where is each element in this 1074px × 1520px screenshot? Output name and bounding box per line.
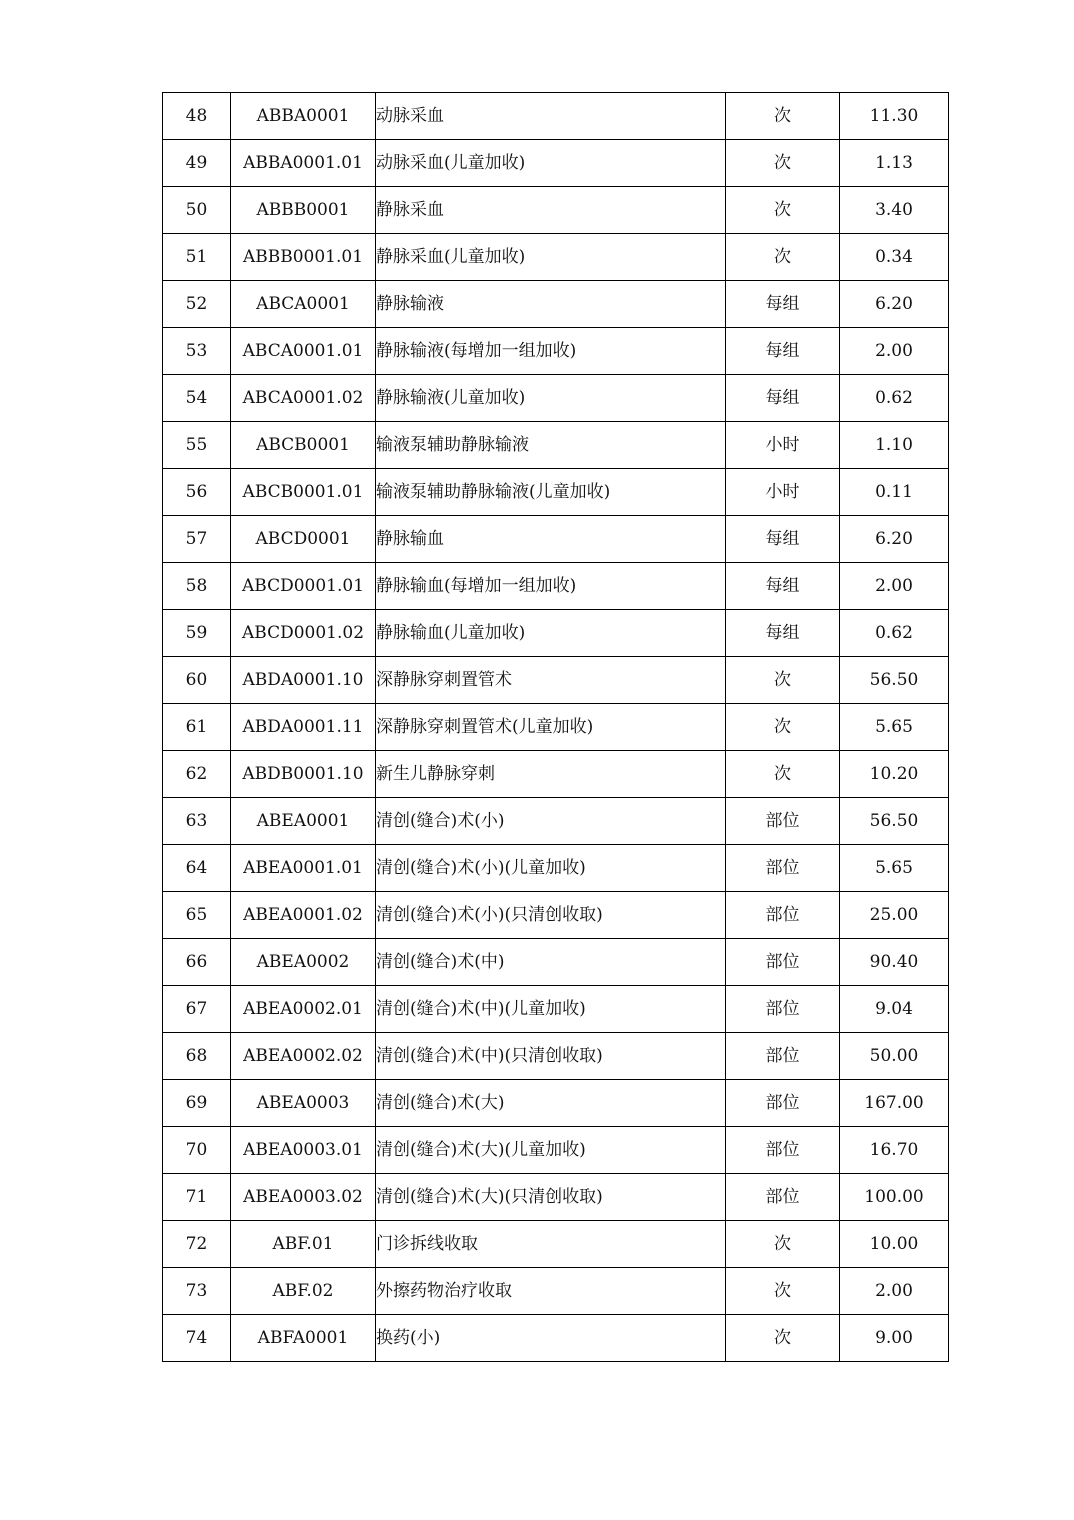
- item-code-cell: ABEA0001.02: [231, 892, 376, 939]
- row-number-cell: 68: [163, 1033, 231, 1080]
- unit-cell: 小时: [726, 422, 840, 469]
- item-name-cell: 外擦药物治疗收取: [376, 1268, 726, 1315]
- table-row: [163, 328, 949, 375]
- item-code-cell: ABCD0001: [231, 516, 376, 563]
- table-row: [163, 422, 949, 469]
- item-code-cell: ABEA0002.01: [231, 986, 376, 1033]
- price-cell: 5.65: [840, 704, 949, 751]
- row-number-cell: 51: [163, 234, 231, 281]
- item-code-cell: ABCA0001.01: [231, 328, 376, 375]
- item-name-cell: 清创(缝合)术(大)(只清创收取): [376, 1174, 726, 1221]
- price-cell: 9.04: [840, 986, 949, 1033]
- table-row: [163, 93, 949, 140]
- item-code-cell: ABCA0001: [231, 281, 376, 328]
- price-cell: 3.40: [840, 187, 949, 234]
- unit-cell: 部位: [726, 986, 840, 1033]
- price-cell: 2.00: [840, 563, 949, 610]
- unit-cell: 次: [726, 1315, 840, 1362]
- unit-cell: 部位: [726, 1127, 840, 1174]
- item-name-cell: 输液泵辅助静脉输液: [376, 422, 726, 469]
- unit-cell: 部位: [726, 798, 840, 845]
- table-row: [163, 798, 949, 845]
- row-number-cell: 61: [163, 704, 231, 751]
- price-cell: 5.65: [840, 845, 949, 892]
- price-cell: 0.11: [840, 469, 949, 516]
- table-row: [163, 375, 949, 422]
- price-cell: 6.20: [840, 281, 949, 328]
- unit-cell: 部位: [726, 1174, 840, 1221]
- price-cell: 16.70: [840, 1127, 949, 1174]
- item-code-cell: ABEA0001: [231, 798, 376, 845]
- table-row: [163, 751, 949, 798]
- item-name-cell: 清创(缝合)术(中): [376, 939, 726, 986]
- price-cell: 2.00: [840, 328, 949, 375]
- item-name-cell: 清创(缝合)术(大)(儿童加收): [376, 1127, 726, 1174]
- item-name-cell: 动脉采血: [376, 93, 726, 140]
- unit-cell: 次: [726, 187, 840, 234]
- item-code-cell: ABCB0001: [231, 422, 376, 469]
- table-row: [163, 469, 949, 516]
- item-code-cell: ABDA0001.10: [231, 657, 376, 704]
- price-cell: 10.20: [840, 751, 949, 798]
- item-name-cell: 清创(缝合)术(小): [376, 798, 726, 845]
- price-cell: 56.50: [840, 798, 949, 845]
- row-number-cell: 52: [163, 281, 231, 328]
- unit-cell: 小时: [726, 469, 840, 516]
- table-row: [163, 516, 949, 563]
- unit-cell: 次: [726, 234, 840, 281]
- unit-cell: 次: [726, 1221, 840, 1268]
- row-number-cell: 70: [163, 1127, 231, 1174]
- price-cell: 25.00: [840, 892, 949, 939]
- price-cell: 90.40: [840, 939, 949, 986]
- table-row: [163, 939, 949, 986]
- item-code-cell: ABCB0001.01: [231, 469, 376, 516]
- price-cell: 100.00: [840, 1174, 949, 1221]
- row-number-cell: 49: [163, 140, 231, 187]
- table-row: [163, 1315, 949, 1362]
- item-code-cell: ABBB0001: [231, 187, 376, 234]
- unit-cell: 次: [726, 93, 840, 140]
- row-number-cell: 67: [163, 986, 231, 1033]
- item-name-cell: 动脉采血(儿童加收): [376, 140, 726, 187]
- item-name-cell: 静脉输血: [376, 516, 726, 563]
- unit-cell: 部位: [726, 845, 840, 892]
- table-row: [163, 1221, 949, 1268]
- item-name-cell: 门诊拆线收取: [376, 1221, 726, 1268]
- price-cell: 0.34: [840, 234, 949, 281]
- item-code-cell: ABFA0001: [231, 1315, 376, 1362]
- row-number-cell: 71: [163, 1174, 231, 1221]
- unit-cell: 每组: [726, 516, 840, 563]
- row-number-cell: 60: [163, 657, 231, 704]
- price-cell: 50.00: [840, 1033, 949, 1080]
- unit-cell: 次: [726, 657, 840, 704]
- unit-cell: 每组: [726, 328, 840, 375]
- row-number-cell: 48: [163, 93, 231, 140]
- table-body: [163, 93, 949, 1362]
- table-row: [163, 1268, 949, 1315]
- row-number-cell: 69: [163, 1080, 231, 1127]
- item-name-cell: 清创(缝合)术(小)(只清创收取): [376, 892, 726, 939]
- item-name-cell: 输液泵辅助静脉输液(儿童加收): [376, 469, 726, 516]
- item-name-cell: 静脉采血: [376, 187, 726, 234]
- item-name-cell: 深静脉穿刺置管术: [376, 657, 726, 704]
- table-row: [163, 187, 949, 234]
- item-code-cell: ABF.02: [231, 1268, 376, 1315]
- item-code-cell: ABEA0001.01: [231, 845, 376, 892]
- item-code-cell: ABBA0001.01: [231, 140, 376, 187]
- item-code-cell: ABDB0001.10: [231, 751, 376, 798]
- table-row: [163, 1080, 949, 1127]
- row-number-cell: 50: [163, 187, 231, 234]
- price-cell: 1.10: [840, 422, 949, 469]
- item-name-cell: 清创(缝合)术(中)(只清创收取): [376, 1033, 726, 1080]
- price-cell: 56.50: [840, 657, 949, 704]
- item-code-cell: ABEA0003: [231, 1080, 376, 1127]
- table-row: [163, 140, 949, 187]
- item-code-cell: ABEA0002: [231, 939, 376, 986]
- item-name-cell: 深静脉穿刺置管术(儿童加收): [376, 704, 726, 751]
- item-code-cell: ABBA0001: [231, 93, 376, 140]
- row-number-cell: 62: [163, 751, 231, 798]
- item-name-cell: 静脉输血(儿童加收): [376, 610, 726, 657]
- item-name-cell: 静脉输液: [376, 281, 726, 328]
- row-number-cell: 53: [163, 328, 231, 375]
- price-cell: 2.00: [840, 1268, 949, 1315]
- table-row: [163, 845, 949, 892]
- price-cell: 167.00: [840, 1080, 949, 1127]
- price-cell: 9.00: [840, 1315, 949, 1362]
- row-number-cell: 74: [163, 1315, 231, 1362]
- table-row: [163, 704, 949, 751]
- price-cell: 10.00: [840, 1221, 949, 1268]
- item-code-cell: ABEA0003.02: [231, 1174, 376, 1221]
- item-name-cell: 新生儿静脉穿刺: [376, 751, 726, 798]
- row-number-cell: 64: [163, 845, 231, 892]
- unit-cell: 部位: [726, 1033, 840, 1080]
- item-code-cell: ABCA0001.02: [231, 375, 376, 422]
- price-table: [162, 92, 949, 1362]
- table-row: [163, 610, 949, 657]
- unit-cell: 部位: [726, 892, 840, 939]
- unit-cell: 次: [726, 140, 840, 187]
- row-number-cell: 55: [163, 422, 231, 469]
- unit-cell: 部位: [726, 939, 840, 986]
- table-row: [163, 281, 949, 328]
- item-code-cell: ABEA0002.02: [231, 1033, 376, 1080]
- table-row: [163, 1174, 949, 1221]
- item-name-cell: 静脉采血(儿童加收): [376, 234, 726, 281]
- price-cell: 0.62: [840, 610, 949, 657]
- table-row: [163, 657, 949, 704]
- price-cell: 0.62: [840, 375, 949, 422]
- item-code-cell: ABF.01: [231, 1221, 376, 1268]
- row-number-cell: 59: [163, 610, 231, 657]
- item-name-cell: 清创(缝合)术(中)(儿童加收): [376, 986, 726, 1033]
- item-code-cell: ABDA0001.11: [231, 704, 376, 751]
- row-number-cell: 58: [163, 563, 231, 610]
- item-name-cell: 静脉输液(每增加一组加收): [376, 328, 726, 375]
- price-cell: 11.30: [840, 93, 949, 140]
- unit-cell: 次: [726, 704, 840, 751]
- table-row: [163, 892, 949, 939]
- item-name-cell: 清创(缝合)术(小)(儿童加收): [376, 845, 726, 892]
- item-name-cell: 静脉输液(儿童加收): [376, 375, 726, 422]
- table-row: [163, 986, 949, 1033]
- row-number-cell: 73: [163, 1268, 231, 1315]
- row-number-cell: 57: [163, 516, 231, 563]
- item-code-cell: ABCD0001.01: [231, 563, 376, 610]
- row-number-cell: 66: [163, 939, 231, 986]
- row-number-cell: 65: [163, 892, 231, 939]
- item-code-cell: ABEA0003.01: [231, 1127, 376, 1174]
- price-cell: 1.13: [840, 140, 949, 187]
- item-name-cell: 换药(小): [376, 1315, 726, 1362]
- unit-cell: 每组: [726, 610, 840, 657]
- item-name-cell: 清创(缝合)术(大): [376, 1080, 726, 1127]
- row-number-cell: 54: [163, 375, 231, 422]
- row-number-cell: 56: [163, 469, 231, 516]
- table-row: [163, 1033, 949, 1080]
- unit-cell: 每组: [726, 281, 840, 328]
- item-code-cell: ABBB0001.01: [231, 234, 376, 281]
- unit-cell: 每组: [726, 375, 840, 422]
- table-row: [163, 234, 949, 281]
- item-code-cell: ABCD0001.02: [231, 610, 376, 657]
- item-name-cell: 静脉输血(每增加一组加收): [376, 563, 726, 610]
- unit-cell: 次: [726, 1268, 840, 1315]
- unit-cell: 次: [726, 751, 840, 798]
- unit-cell: 部位: [726, 1080, 840, 1127]
- row-number-cell: 63: [163, 798, 231, 845]
- unit-cell: 每组: [726, 563, 840, 610]
- table-row: [163, 563, 949, 610]
- row-number-cell: 72: [163, 1221, 231, 1268]
- price-cell: 6.20: [840, 516, 949, 563]
- table-row: [163, 1127, 949, 1174]
